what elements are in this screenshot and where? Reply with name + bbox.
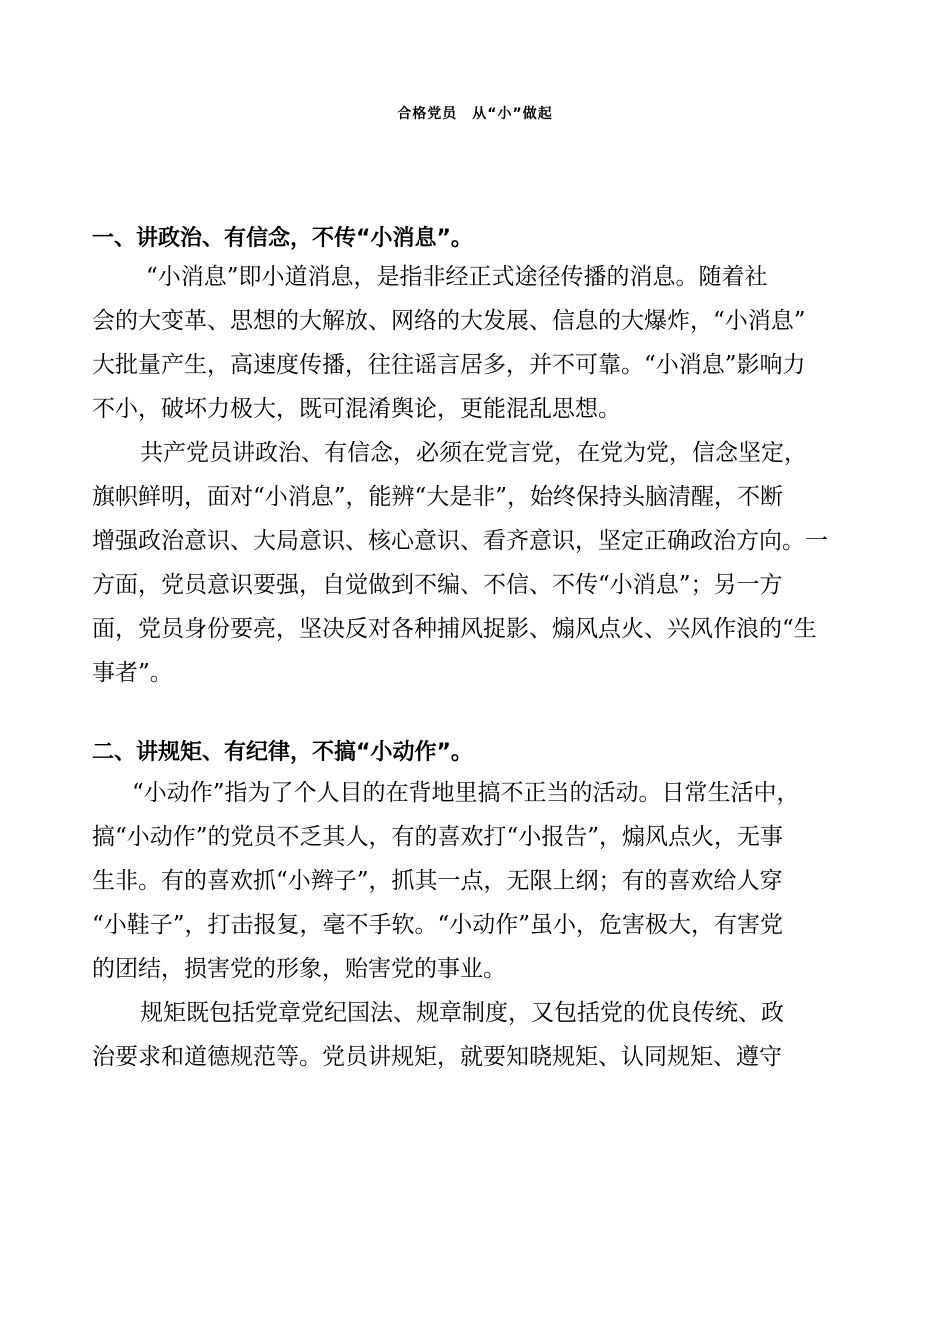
section-2-line: 搞“小动作”的党员不乏其人，有的喜欢打“小报告”，煽风点火，无事 (92, 824, 784, 850)
section-1-line: 旗帜鲜明，面对“小消息”，能辨“大是非”，始终保持头脑清醒，不断 (92, 484, 784, 510)
section-1-line: 不小，破坏力极大，既可混淆舆论，更能混乱思想。 (92, 396, 621, 422)
section-1-heading: 一、讲政治、有信念，不传“小消息”。 (92, 226, 473, 251)
section-1-line: 事者”。 (92, 660, 173, 686)
section-1-line: 方面，党员意识要强，自觉做到不编、不信、不传“小消息”；另一方 (92, 572, 783, 598)
section-1-line: 大批量产生，高速度传播，往往谣言居多，并不可靠。“小消息”影响力 (92, 352, 806, 378)
section-1-line: 会的大变革、思想的大解放、网络的大发展、信息的大爆炸，“小消息” (92, 308, 806, 334)
section-2-line: “小鞋子”，打击报复，毫不手软。“小动作”虽小，危害极大，有害党 (92, 912, 784, 938)
document-title: 合格党员 从“小”做起 (397, 106, 553, 122)
section-2-line: 规矩既包括党章党纪国法、规章制度，又包括党的优良传统、政 (140, 1000, 784, 1026)
section-1-line: 共产党员讲政治、有信念，必须在党言党，在党为党，信念坚定， (140, 440, 807, 466)
section-2-line: 生非。有的喜欢抓“小辫子”，抓其一点，无限上纲；有的喜欢给人穿 (92, 868, 783, 894)
section-2-line: 治要求和道德规范等。党员讲规矩，就要知晓规矩、认同规矩、遵守 (92, 1044, 782, 1070)
section-2-heading: 二、讲规矩、有纪律，不搞“小动作”。 (92, 740, 473, 765)
section-1-line: 面，党员身份要亮，坚决反对各种捕风捉影、煽风点火、兴风作浪的“生 (92, 616, 817, 642)
section-2-line: “小动作”指为了个人目的在背地里搞不正当的活动。日常生活中， (132, 780, 800, 806)
section-1-line: “小消息”即小道消息，是指非经正式途径传播的消息。随着社 (146, 264, 768, 290)
section-1-line: 增强政治意识、大局意识、核心意识、看齐意识，坚定正确政治方向。一 (92, 528, 828, 554)
section-2-line: 的团结，损害党的形象，贻害党的事业。 (92, 956, 506, 982)
